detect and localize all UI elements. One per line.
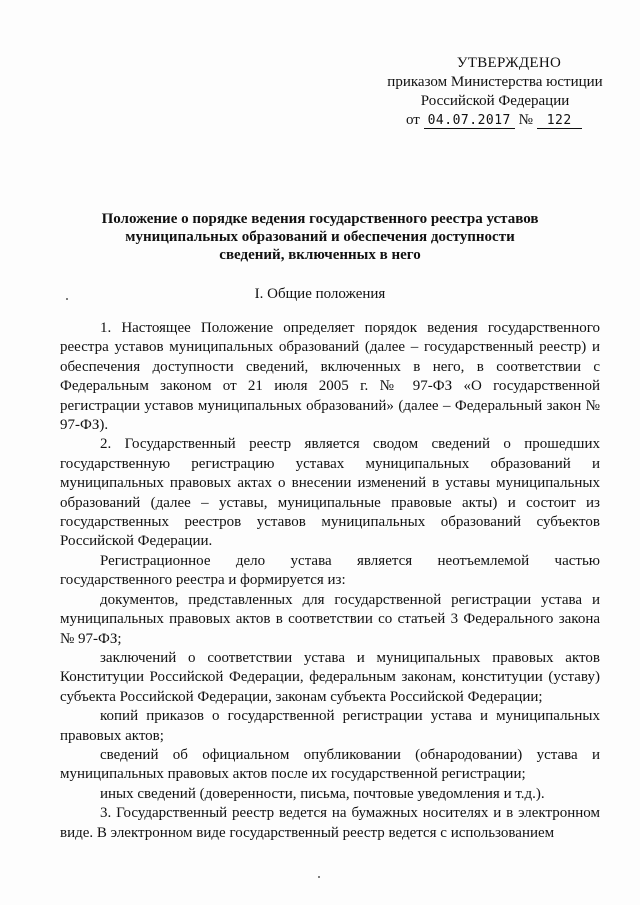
approval-issuer: приказом Министерства юстиции [387, 74, 603, 90]
paragraph: копий приказов о государственной регистрации устава и муниципальных правовых актов; [60, 708, 600, 744]
paragraph: Регистрационное дело устава является неотъемлемой частью государственного реестра и формируется из: [60, 552, 600, 589]
title-line-2: муниципальных образований и обеспечения доступности [125, 229, 515, 245]
paragraph: иных сведений (доверенности, письма, почтовые уведомления и т.д.). [100, 785, 545, 802]
document-title [80, 210, 560, 264]
paragraph: 1. Настоящее Положение определяет порядок ведения государственного реестра уставов муниципальных образований (далее – государственный реестр) и обеспечения доступности сведений, включенных в него, в соответствии с Федеральным законом от 21 июля 2005 г. № 97-ФЗ «О государственной регистрации уставов муниципальных образований» (далее – Федеральный закон № 97-ФЗ). [60, 320, 600, 434]
title-line-3: сведений, включенных в него [219, 247, 421, 263]
paragraph: сведений об официальном опубликовании (обнародовании) устава и муниципальных правовых актов после их государственной регистрации; [60, 746, 600, 783]
order-number: 122 [537, 113, 582, 129]
date-prefix: от [406, 112, 420, 128]
scan-speck [318, 876, 320, 878]
section-heading: I. Общие положения [254, 286, 386, 302]
paragraph: документов, представленных для государственной регистрации устава и муниципальных правовых актов в соответствии со статьей 3 Федерального закона № 97-ФЗ; [60, 591, 600, 647]
scan-speck [66, 298, 68, 300]
number-prefix: № [518, 112, 533, 128]
approval-stamp [380, 54, 610, 130]
paragraph: заключений о соответствии устава и муниципальных правовых актов Конституции Российской Федерации, федеральным законам, конституции (уставу) субъекта Российской Федерации, законам субъекта Российской Федерации; [60, 649, 600, 705]
paragraph: 2. Государственный реестр является сводом сведений о прошедших государственную регистрацию уставах муниципальных образований и муниципальных правовых актах о внесении изменений в уставы муниципальных образований (далее – уставы, муниципальные правовые акты) и состоит из государственных реестров уставов муниципальных образований субъектов Российской Федерации. [60, 436, 600, 550]
approval-order-line [380, 111, 610, 130]
document-body [60, 319, 600, 843]
approval-heading: УТВЕРЖДЕНО [456, 55, 562, 71]
title-line-1: Положение о порядке ведения государственного реестра уставов [101, 211, 539, 227]
paragraph: 3. Государственный реестр ведется на бумажных носителях и в электронном виде. В электронном виде государственный реестр ведется с использованием [60, 805, 600, 841]
order-date: 04.07.2017 [424, 113, 515, 129]
approval-issuer-country: Российской Федерации [420, 93, 570, 109]
